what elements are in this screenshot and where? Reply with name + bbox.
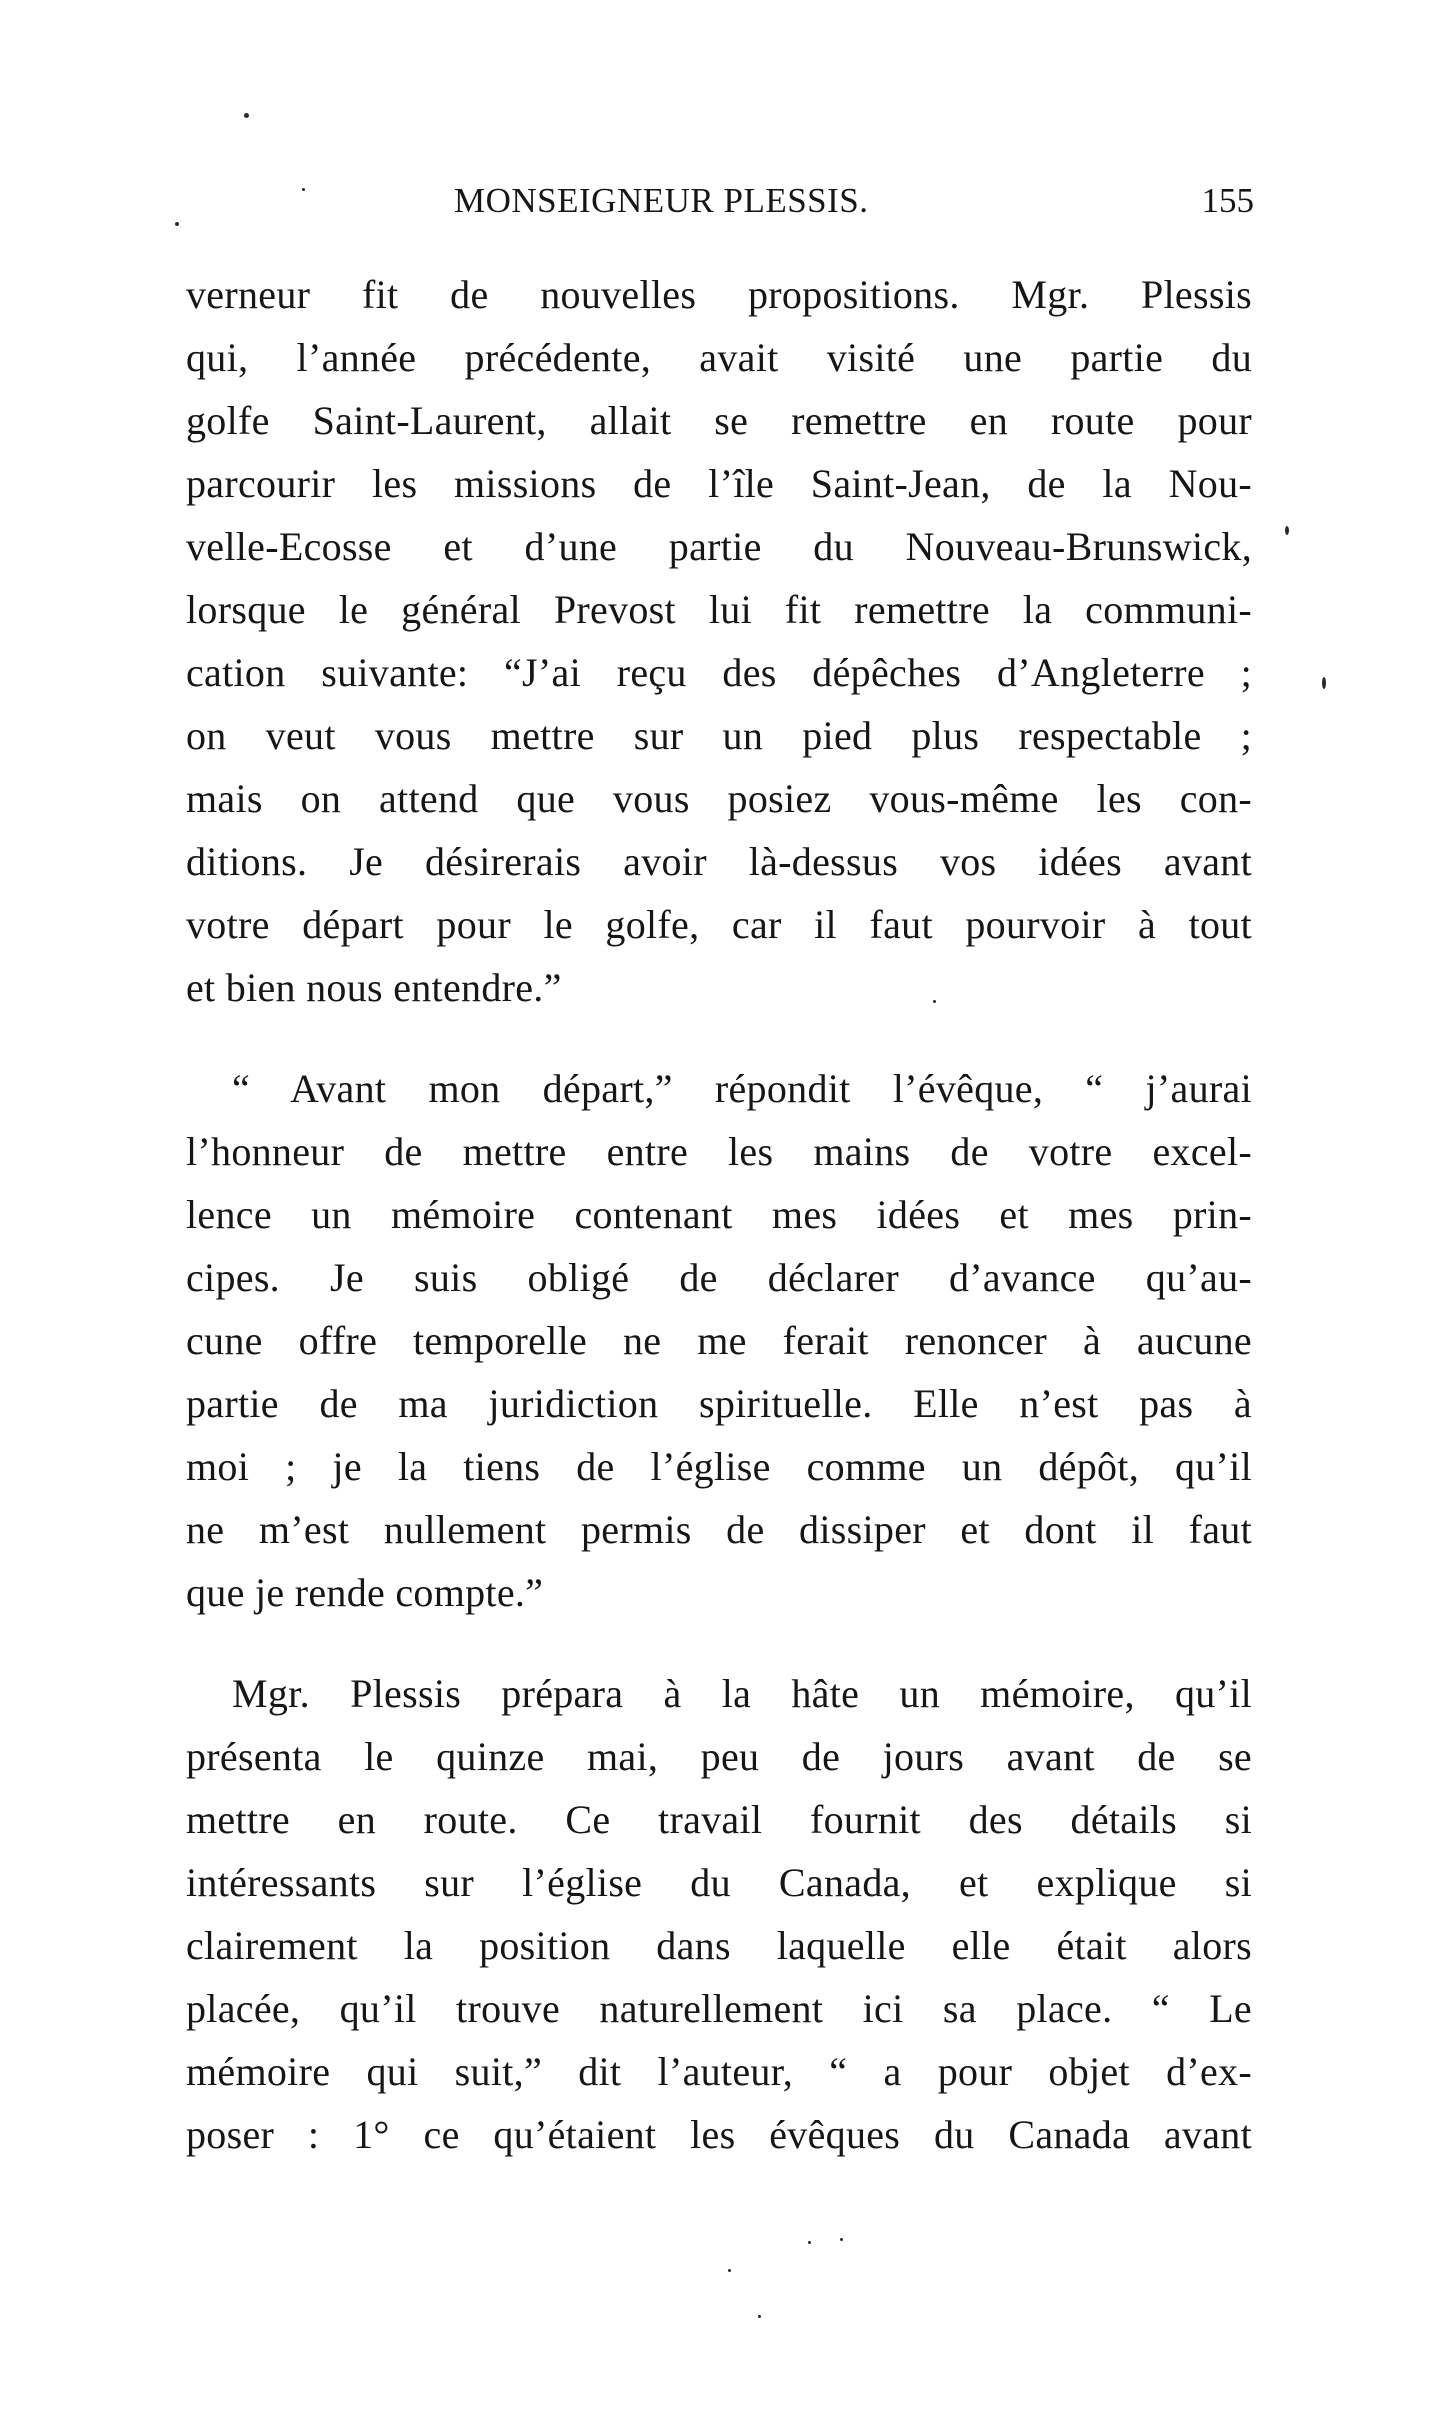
scan-speck bbox=[302, 188, 305, 191]
text-line: clairement la position dans laquelle elle était alors bbox=[186, 1923, 1252, 1968]
text-line: parcourir les missions de l’île Saint-Jean, de la Nou- bbox=[186, 461, 1252, 506]
text-line: cation suivante: “J’ai reçu des dépêches d’Angleterre ; bbox=[186, 650, 1252, 695]
running-title: MONSEIGNEUR PLESSIS. bbox=[454, 181, 869, 220]
text-line: mettre en route. Ce travail fournit des détails si bbox=[186, 1797, 1252, 1842]
text-line: lorsque le général Prevost lui fit remettre la communi- bbox=[186, 587, 1252, 632]
scan-speck bbox=[1322, 677, 1326, 689]
text-line: intéressants sur l’église du Canada, et explique si bbox=[186, 1860, 1252, 1905]
text-line: Mgr. Plessis prépara à la hâte un mémoire, qu’il bbox=[232, 1671, 1252, 1716]
text-line: moi ; je la tiens de l’église comme un dépôt, qu’il bbox=[186, 1444, 1252, 1489]
text-line: lence un mémoire contenant mes idées et mes prin- bbox=[186, 1192, 1252, 1237]
text-line: cipes. Je suis obligé de déclarer d’avance qu’au- bbox=[186, 1255, 1252, 1300]
scan-speck bbox=[1285, 526, 1289, 535]
text-line: qui, l’année précédente, avait visité une partie du bbox=[186, 335, 1252, 380]
text-line: verneur fit de nouvelles propositions. Mgr. Plessis bbox=[186, 272, 1252, 317]
scan-speck bbox=[175, 222, 179, 226]
paragraph-gap bbox=[186, 1624, 1252, 1662]
scan-speck bbox=[933, 1000, 936, 1003]
text-line: cune offre temporelle ne me ferait renoncer à aucune bbox=[186, 1318, 1252, 1363]
paragraph-gap bbox=[186, 1019, 1252, 1057]
text-line: présenta le quinze mai, peu de jours avant de se bbox=[186, 1734, 1252, 1779]
running-head bbox=[184, 176, 1254, 226]
text-line: votre départ pour le golfe, car il faut pourvoir à tout bbox=[186, 902, 1252, 947]
text-line: que je rende compte.” bbox=[186, 1570, 544, 1615]
text-line: golfe Saint-Laurent, allait se remettre en route pour bbox=[186, 398, 1252, 443]
scan-speck bbox=[758, 2315, 761, 2318]
scan-speck bbox=[808, 2241, 811, 2244]
scan-speck bbox=[244, 113, 249, 118]
text-line: mémoire qui suit,” dit l’auteur, “ a pour objet d’ex- bbox=[186, 2049, 1252, 2094]
paragraph bbox=[186, 263, 1252, 1019]
text-line: velle-Ecosse et d’une partie du Nouveau-Brunswick, bbox=[186, 524, 1252, 569]
paragraph bbox=[186, 1662, 1252, 2166]
scan-speck bbox=[840, 2238, 843, 2241]
page-number: 155 bbox=[1201, 181, 1254, 220]
paragraph bbox=[186, 1057, 1252, 1624]
text-line: et bien nous entendre.” bbox=[186, 965, 562, 1010]
text-line: mais on attend que vous posiez vous-même les con- bbox=[186, 776, 1252, 821]
text-line: partie de ma juridiction spirituelle. Elle n’est pas à bbox=[186, 1381, 1252, 1426]
text-line: placée, qu’il trouve naturellement ici sa place. “ Le bbox=[186, 1986, 1252, 2031]
text-line: poser : 1° ce qu’étaient les évêques du Canada avant bbox=[186, 2112, 1252, 2157]
body-text bbox=[186, 263, 1252, 2166]
scan-speck bbox=[728, 2269, 731, 2272]
text-line: ditions. Je désirerais avoir là-dessus vos idées avant bbox=[186, 839, 1252, 884]
text-line: on veut vous mettre sur un pied plus respectable ; bbox=[186, 713, 1252, 758]
text-line: ne m’est nullement permis de dissiper et dont il faut bbox=[186, 1507, 1252, 1552]
text-line: “ Avant mon départ,” répondit l’évêque, “ j’aurai bbox=[232, 1066, 1252, 1111]
text-line: l’honneur de mettre entre les mains de votre excel- bbox=[186, 1129, 1252, 1174]
